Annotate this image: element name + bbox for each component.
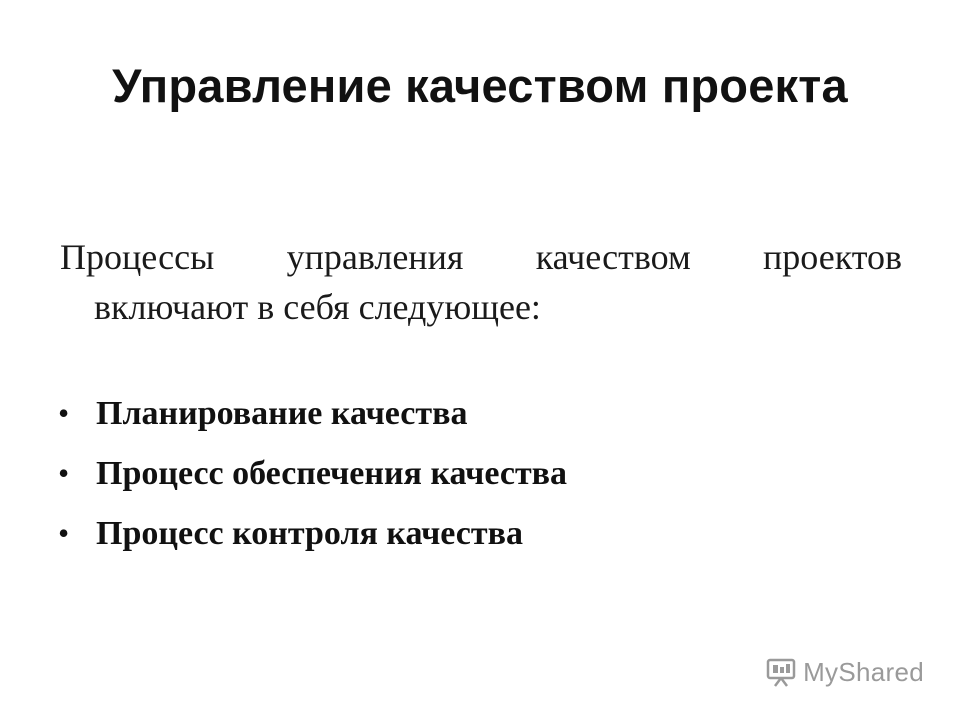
intro-word: качеством: [535, 237, 691, 277]
intro-paragraph: [60, 232, 902, 332]
watermark: [765, 656, 924, 688]
intro-line-2: включают в себя следующее:: [94, 287, 541, 327]
intro-word: проектов: [763, 237, 902, 277]
intro-word: управления: [286, 237, 464, 277]
bullet-marker: •: [58, 455, 70, 491]
bullet-text: Процесс обеспечения качества: [96, 455, 568, 492]
bullet-item: [58, 515, 567, 575]
watermark-text: MyShared: [803, 656, 924, 687]
bullet-item: [58, 455, 567, 515]
slide-title: Управление качеством проекта: [112, 59, 848, 112]
intro-line-1: [60, 232, 902, 282]
bullet-list: [58, 395, 567, 575]
bullet-text: Планирование качества: [96, 395, 468, 432]
bullet-marker: •: [58, 395, 70, 431]
intro-word: Процессы: [60, 237, 215, 277]
presentation-board-icon: [765, 656, 797, 688]
bullet-item: [58, 395, 567, 455]
bullet-marker: •: [58, 515, 70, 551]
bullet-text: Процесс контроля качества: [96, 515, 523, 552]
